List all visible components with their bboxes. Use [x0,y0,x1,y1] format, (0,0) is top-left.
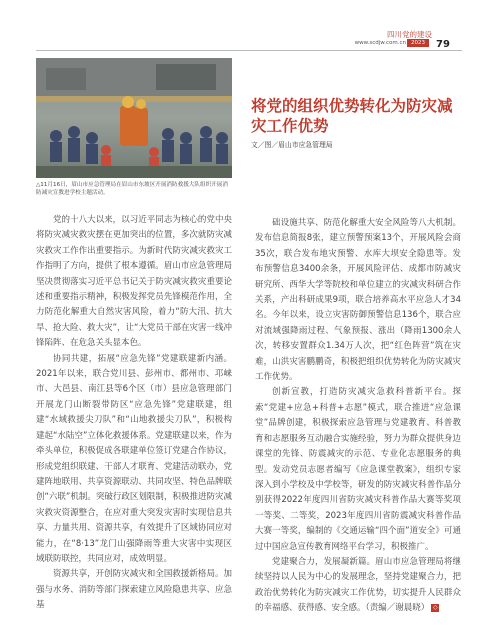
end-mark-icon: ◇ [432,603,438,611]
paragraph [255,555,461,617]
magazine-url: www.scdjw.com.cn [354,40,406,46]
paragraph: 创新宣教，打造防灾减灾急救科普新平台。探索“党建+应急+科普+志愿”模式，联合推进“应急课堂”品牌创建，积极探索应急管理与党建教育、科普教育和志愿服务互动融合实施经验，努力为群众提供身边课堂的先锋、防震减灾的示范、专业化志愿服务的典型。发动党员志愿者编写《应急课堂教案》，组织专家深入到小学校及中学校等，研发的防灾减灾科普作品分别获得2022年度四川省防灾减灾科普作品大赛等奖项一等奖、二等奖，2023年度四川省防震减灾科普作品大赛一等奖，编制的《交通运输“四个面”道安全》可通过中国应急宣传教育网络平台学习，积极推广。 [255,387,461,552]
page-header [0,0,496,56]
header-divider [36,50,462,51]
article-title: 将党的组织优势转化为防灾减灾工作优势 [251,97,453,135]
paragraph-text: 党建聚合力，发展凝新篇。眉山市应急管理局将继续坚持以人民为中心的发展理念，坚持党建聚合力，把政治优势转化为防灾减灾工作优势，切实提升人民群众的幸福感、获得感、安全感。（责编／谢晨晓） [255,556,461,614]
paragraph: 础设施共享、防范化解重大安全风险等八大机制。发布信息简报8张，建立预警预案13个，开展风险会商35次，联合发布地灾预警、水库大坝安全隐患等。发布预警信息3400余条，开展风险评估、成都市防减灾研究所、西华大学等院校和单位建立的灾减灾科研合作关系，产出科研成果9项，联合培养高水平应急人才34名。今年以来，设立灾害防御预警信息136个，联合应对流域强降雨过程、气象预报、涨出（降雨1300余人次，转移安置群众1.34万人次，把“红色阵营”筑在灾难，山洪灾害鹏鹏奇，积极把组织优势转化为防灾减灾工作优势。 [255,218,461,383]
page-number: 79 [436,39,450,50]
magazine-name: 四川党的建设 [387,30,432,39]
paragraph: 党的十八大以来，以习近平同志为核心的党中央将防灾减灾救灾摆在更加突出的位置，多次就防灾减灾救灾工作作出重要指示。为新时代防灾减灾救灾工作指明了方向，提供了根本遵循。眉山市应急管理局坚决贯彻落实习近平总书记关于防灾减灾救灾重要论述和重要指示精神，积极发挥党员先锋模范作用，全力防范化解重大自然灾害风险，着力“防大汛、抗大旱、抢大险、救大灾”，让“大党员干部在灾害一线冲锋陷阵、在危急关头显本色。 [36,215,232,349]
issue-badge: 2023 [407,39,429,47]
photo-caption: △11月16日，眉山市应急管理局在眉山市东坡区开展消防救援大队组织开展消防减灾宣教进学校主题活动。 [36,182,228,196]
body-column-left [36,213,232,614]
paragraph: 协同共建，拓展“应急先锋”党建联建新内涵。2021年以来，联合党川县、彭州市、都州市、邛崃市、大邑县、南江县等6个区（市）县应急管理部门开展龙门山断裂带防区“应急先锋”党建联建，组建“水域救援尖刀队”和“山地救援尖刀队”，积极构建起“水陆空”立体化救援体系。党建联建以来，作为牵头单位，积极促成各联建单位签订党建合作协议，形成党组织联建、干部人才联育、党建活动联办，党建阵地联用、共享资源联动、共同攻坚、特色品牌联创“六联”机制。突破行政区划限制，积极推进防灾减灾救灾资源整合，在应对重大突发灾害时实现信息共享、力量共用、资源共享，有效提升了区域协同应对能力，在“8·13”龙门山强降雨等重大灾害中实现区域联防联控，共同应对，成效明显。 [36,353,232,564]
article-photo [36,58,232,178]
paragraph: 资源共享，开创防灾减灾和全国救援新格局。加强与水务、消防等部门探索建立风险隐患共享、应急基 [36,569,232,611]
article-byline: 文／图／眉山市应急管理局 [251,141,333,149]
body-column-right [255,216,461,617]
